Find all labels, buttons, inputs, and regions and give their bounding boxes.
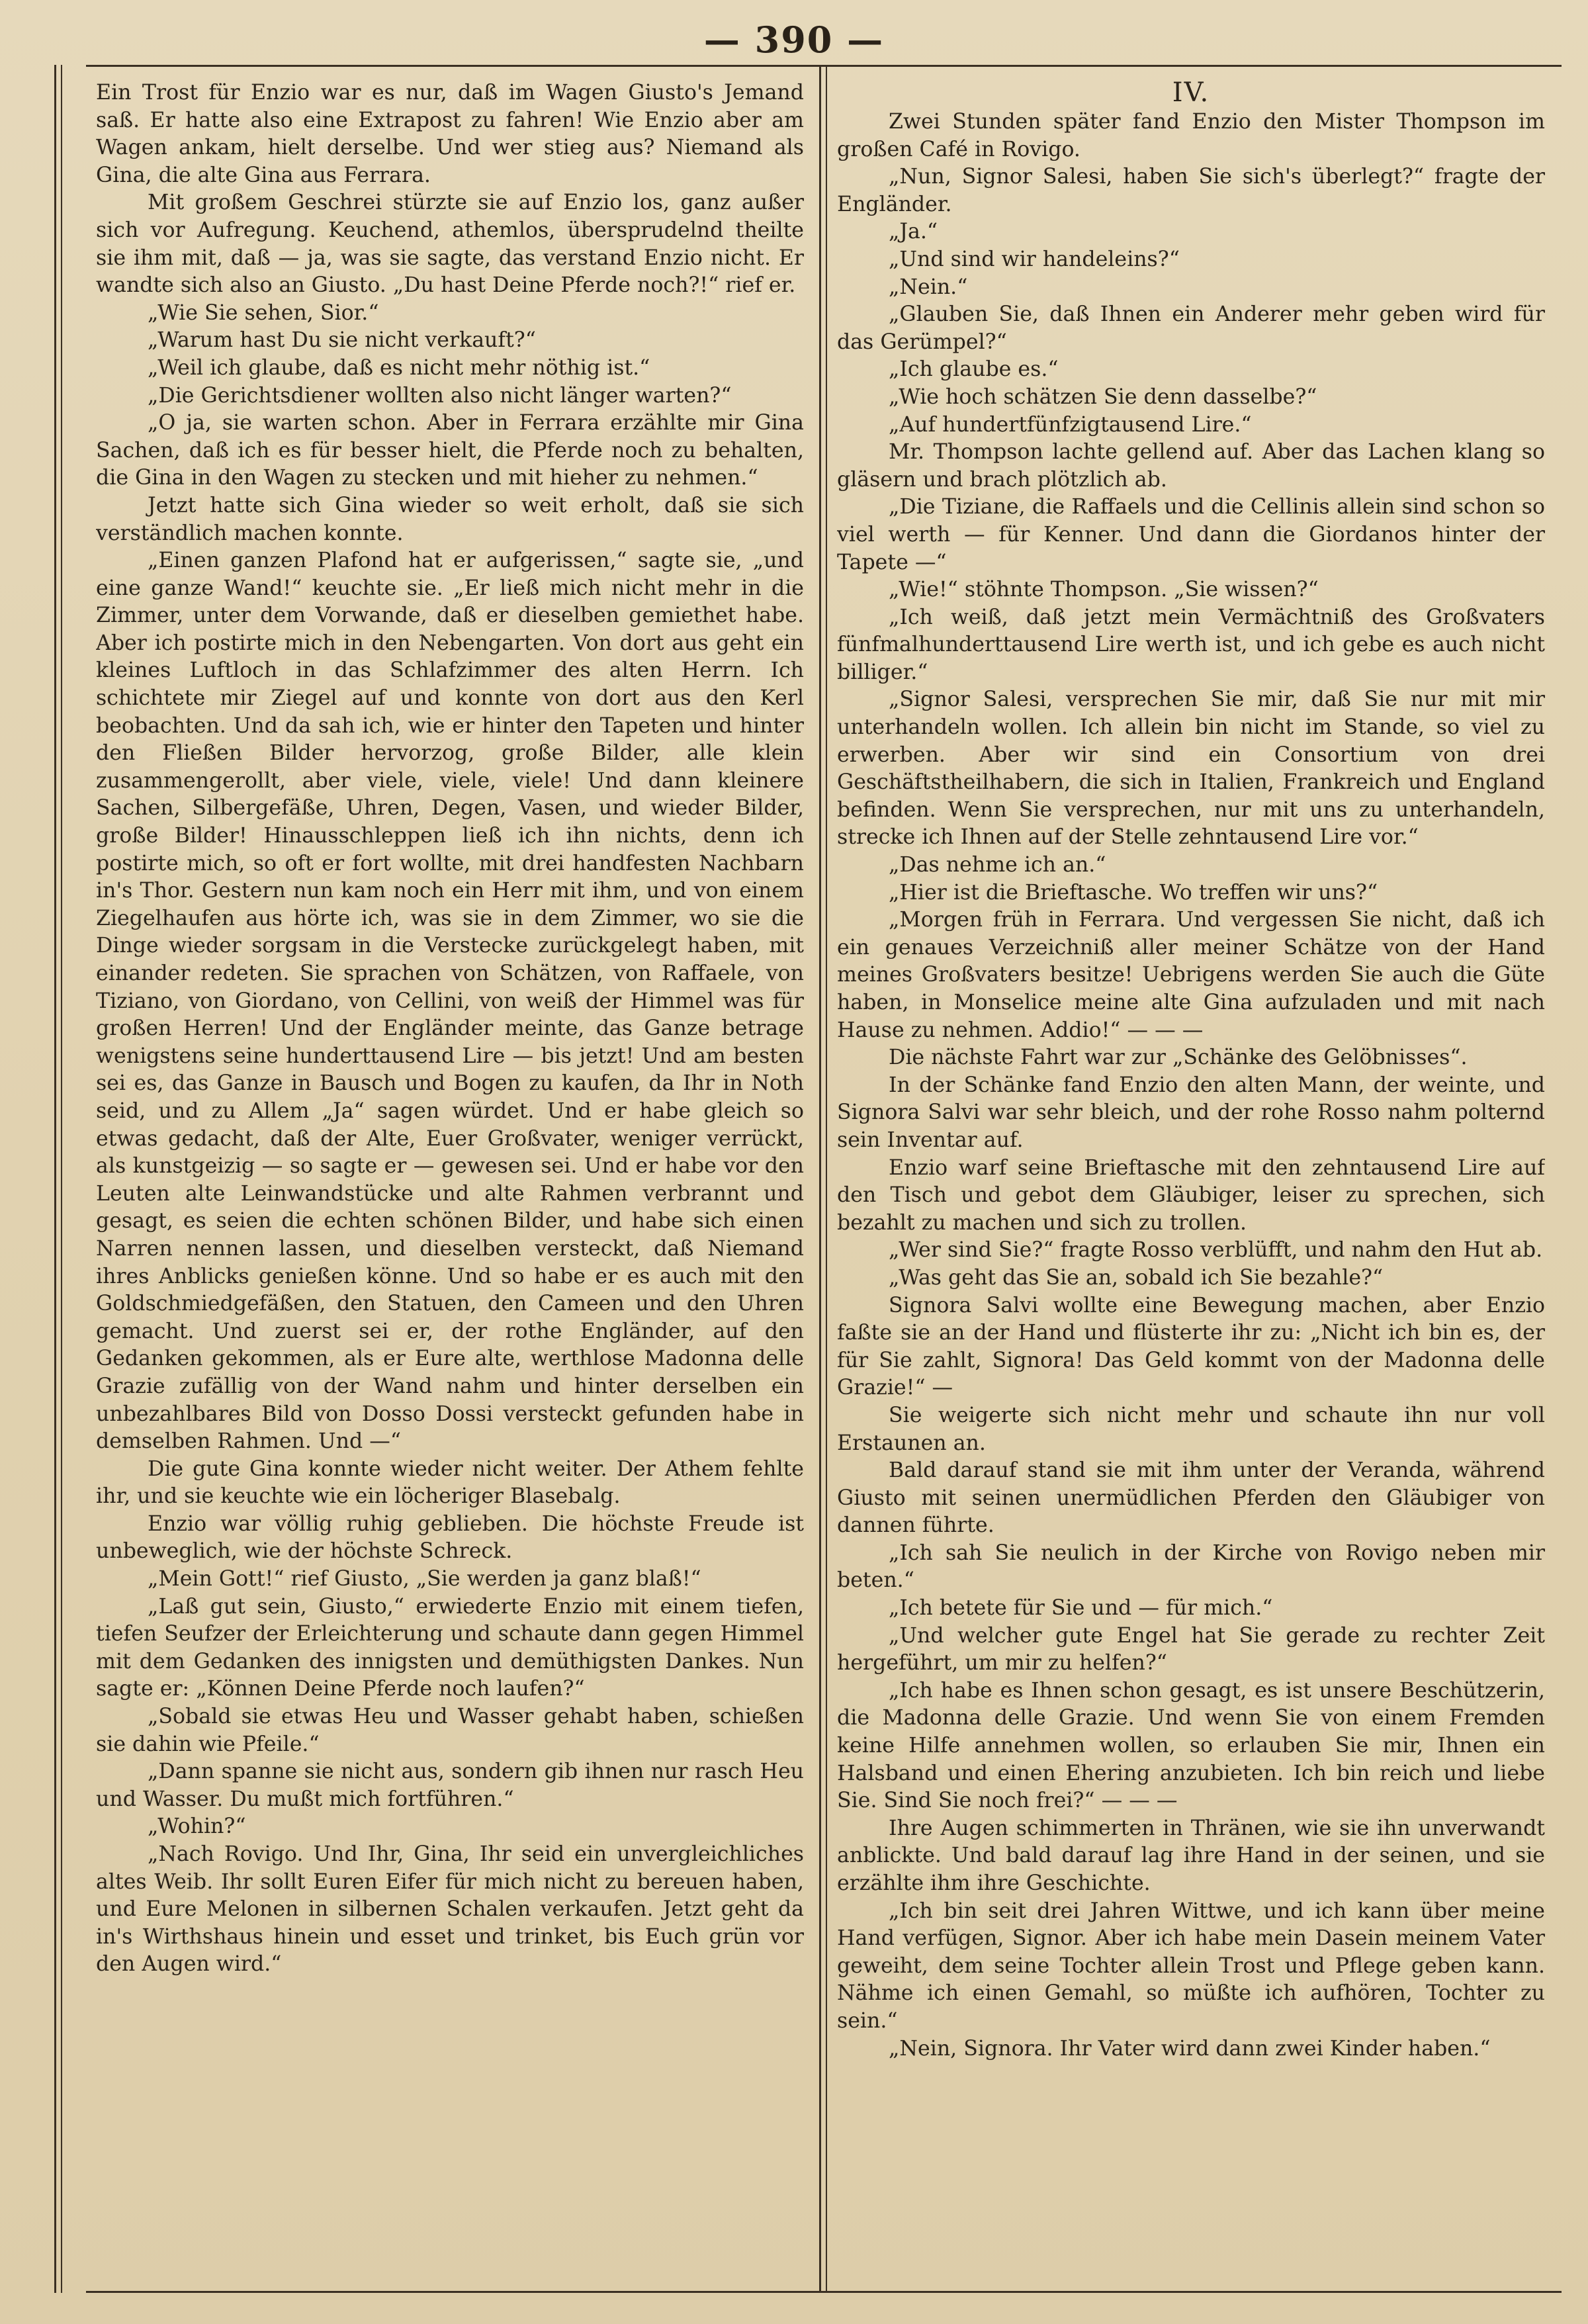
paragraph: Mit großem Geschrei stürzte sie auf Enzio los, ganz außer sich vor Aufregung. Keuchend, athemlos, übersprudelnd theilte sie ihm mit, daß — ja, was sie sagte, das verstand Enzio nicht. Er wandte sich also an Giusto. „Du hast Deine Pferde noch?!“ rief er. [96, 191, 804, 298]
top-rule [86, 65, 1562, 67]
paragraph: „Ich glaube es.“ [889, 357, 1059, 382]
paragraph: Signora Salvi wollte eine Bewegung machen, aber Enzio faßte sie an der Hand und flüsterte ihr zu: „Nicht ich bin es, der für Sie zahlt, Signora! Das Geld kommt von der Madonna delle Grazie!“ — [837, 1293, 1545, 1400]
paragraph: Ein Trost für Enzio war es nur, daß im Wagen Giusto's Jemand saß. Er hatte also eine Extrapost zu fahren! Wie Enzio aber am Wagen ankam, hielt derselbe. Und wer stieg aus? Niemand als Gina, die alte Gina aus Ferrara. [96, 81, 804, 187]
paragraph: „Was geht das Sie an, sobald ich Sie bezahle?“ [889, 1265, 1384, 1290]
paragraph: „Die Tiziane, die Raffaels und die Cellinis allein sind schon so viel werth — für Kenner. Und dann die Giordanos hinter der Tapete —“ [837, 495, 1545, 574]
column-divider [819, 66, 821, 2291]
paragraph: „Das nehme ich an.“ [889, 853, 1106, 877]
paragraph: „Ich habe es Ihnen schon gesagt, es ist unsere Beschützerin, die Madonna delle Grazie. Und wenn Sie von einem Fremden keine Hilfe annehmen wollen, so erlauben Sie mir, Ihnen ein Halsband und einen Ehering anzubieten. Ich bin reich und liebe Sie. Sind Sie noch frei?“ — — — [837, 1678, 1545, 1813]
left-border-rule-inner [61, 65, 62, 2293]
paragraph: „Nein, Signora. Ihr Vater wird dann zwei Kinder haben.“ [889, 2036, 1491, 2061]
paragraph: „Wie!“ stöhnte Thompson. „Sie wissen?“ [889, 578, 1319, 602]
paragraph: „Auf hundertfünfzigtausend Lire.“ [889, 412, 1252, 437]
paragraph: Zwei Stunden später fand Enzio den Mister Thompson im großen Café in Rovigo. [837, 110, 1545, 161]
paragraph: „Wie Sie sehen, Sior.“ [148, 300, 379, 325]
paragraph: „Ich weiß, daß jetzt mein Vermächtniß des Großvaters fünfmalhunderttausend Lire werth ist, und ich gebe es auch nicht billiger.“ [837, 605, 1545, 684]
left-column [96, 79, 804, 2283]
paragraph: Enzio warf seine Brieftasche mit den zehntausend Lire auf den Tisch und gebot dem Gläubiger, leiser zu sprechen, sich bezahlt zu machen und sich zu trollen. [837, 1155, 1545, 1235]
paragraph: „Wohin?“ [148, 1814, 246, 1839]
paragraph: „Nach Rovigo. Und Ihr, Gina, Ihr seid ein unvergleichliches altes Weib. Ihr sollt Euren Eifer für mich nicht zu bereuen haben, und Eure Melonen in silbernen Schalen verkaufen. Jetzt geht da in's Wirthshaus hinein und esset und trinket, bis Euch grün vor den Augen wird.“ [96, 1842, 804, 1977]
paragraph: „Hier ist die Brieftasche. Wo treffen wir uns?“ [889, 880, 1378, 905]
paragraph: Die nächste Fahrt war zur „Schänke des Gelöbnisses“. [889, 1046, 1468, 1070]
paragraph: „Signor Salesi, versprechen Sie mir, daß Sie nur mit mir unterhandeln wollen. Ich allein bin nicht im Stande, so viel zu erwerben. Aber wir sind ein Consortium von drei Geschäftstheilhabern, die sich in Italien, Frankreich und England befinden. Wenn Sie versprechen, nur mit uns zu unterhandeln, strecke ich Ihnen auf der Stelle zehntausend Lire vor.“ [837, 688, 1545, 850]
paragraph: Mr. Thompson lachte gellend auf. Aber das Lachen klang so gläsern und brach plötzlich ab. [837, 440, 1545, 492]
paragraph: „O ja, sie warten schon. Aber in Ferrara erzählte mir Gina Sachen, daß ich es für besser hielt, die Pferde noch zu behalten, die Gina in den Wagen zu stecken und mit hieher zu nehmen.“ [96, 411, 804, 490]
paragraph: Jetzt hatte sich Gina wieder so weit erholt, daß sie sich verständlich machen konnte. [96, 493, 804, 545]
paragraph: „Wer sind Sie?“ fragte Rosso verblüfft, und nahm den Hut ab. [889, 1238, 1543, 1263]
paragraph: „Und welcher gute Engel hat Sie gerade zu rechter Zeit hergeführt, um mir zu helfen?“ [837, 1623, 1545, 1676]
paragraph: Bald darauf stand sie mit ihm unter der Veranda, während Giusto mit seinen unermüdlichen Pferden den Gläubiger von dannen führte. [837, 1458, 1545, 1538]
paragraph: „Ich betete für Sie und — für mich.“ [889, 1596, 1273, 1621]
paragraph: „Warum hast Du sie nicht verkauft?“ [148, 328, 536, 353]
left-border-rule [54, 65, 56, 2293]
paragraph: „Und sind wir handeleins?“ [889, 247, 1180, 271]
chapter-heading: IV. [1172, 79, 1210, 108]
paragraph: „Mein Gott!“ rief Giusto, „Sie werden ja ganz blaß!“ [148, 1567, 701, 1591]
paragraph: „Einen ganzen Plafond hat er aufgerissen,“ sagte sie, „und eine ganze Wand!“ keuchte sie. „Er ließ mich nicht mehr in die Zimmer, unter dem Vorwande, daß er dieselben gemiethet habe. Aber ich postirte mich in den Nebengarten. Von dort aus geht ein kleines Luftloch in das Schlafzimmer des alten Herrn. Ich schichtete mir Ziegel auf und konnte von dort aus den Kerl beobachten. Und da sah ich, wie er hinter den Tapeten und hinter den Fließen Bilder hervorzog, große Bilder, alle klein zusammengerollt, aber viele, viele, viele! Und dann kleinere Sachen, Silbergefäße, Uhren, Degen, Vasen, und wieder Bilder, große Bilder! Hinausschleppen ließ ich ihn nichts, denn ich postirte mich, so oft er fort wollte, mit drei handfesten Nachbarn in's Thor. Gestern nun kam noch ein Herr mit ihm, und von einem Ziegelhaufen aus hörte ich, was sie in dem Zimmer, wo sie die Dinge wieder sorgsam in die Verstecke zurückgelegt haben, mit einander redeten. Sie sprachen von Schätzen, von Raffaele, von Tiziano, von Giordano, von Cellini, von weiß der Himmel was für großen Herren! Und der Engländer meinte, das Ganze betrage wenigstens seine hunderttausend Lire — bis jetzt! Und am besten sei es, das Ganze in Bausch und Bogen zu kaufen, da Ihr in Noth seid, und zu Allem „Ja“ sagen würdet. Und er habe gleich so etwas gedacht, daß der Alte, Euer Großvater, weniger verrückt, als kunstgeizig — so sagte er — gewesen sei. Und er habe vor den Leuten alte Leinwandstücke und alte Rahmen verbrannt und gesagt, es seien die echten schönen Bilder, und habe sich einen Narren nennen lassen, und dieselben versteckt, daß Niemand ihres Anblicks genießen könne. Und so habe er es auch mit den Goldschmiedgefäßen, den Statuen, den Cameen und den Uhren gemacht. Und zuerst sei er, der rothe Engländer, auf den Gedanken gekommen, als er Eure alte, werthlose Madonna delle Grazie zufällig von der Wand nahm und hinter derselben ein unbezahlbares Bild von Dosso Dossi versteckt gefunden habe in demselben Rahmen. Und —“ [96, 549, 804, 1454]
right-column [837, 79, 1545, 2283]
paragraph: Enzio war völlig ruhig geblieben. Die höchste Freude ist unbeweglich, wie der höchste Schreck. [96, 1511, 804, 1564]
paragraph: „Sobald sie etwas Heu und Wasser gehabt haben, schießen sie dahin wie Pfeile.“ [96, 1705, 804, 1756]
paragraph: „Morgen früh in Ferrara. Und vergessen Sie nicht, daß ich ein genaues Verzeichniß aller meiner Schätze von der Hand meines Großvaters besitze! Uebrigens werden Sie auch die Güte haben, in Monselice meine alte Gina aufzuladen und mit nach Hause zu nehmen. Addio!“ — — — [837, 908, 1545, 1042]
paragraph: Die gute Gina konnte wieder nicht weiter. Der Athem fehlte ihr, und sie keuchte wie ein löcheriger Blasebalg. [96, 1456, 804, 1509]
paragraph: „Weil ich glaube, daß es nicht mehr nöthig ist.“ [148, 355, 650, 380]
paragraph: Sie weigerte sich nicht mehr und schaute ihn nur voll Erstaunen an. [837, 1403, 1545, 1455]
paragraph: Ihre Augen schimmerten in Thränen, wie sie ihn unverwandt anblickte. Und bald darauf lag ihre Hand in der seinen, und sie erzählte ihm ihre Geschichte. [837, 1816, 1545, 1895]
paragraph: In der Schänke fand Enzio den alten Mann, der weinte, und Signora Salvi war sehr bleich, und der rohe Rosso nahm polternd sein Inventar auf. [837, 1073, 1545, 1152]
column-divider-inner [826, 66, 827, 2291]
paragraph: „Glauben Sie, daß Ihnen ein Anderer mehr geben wird für das Gerümpel?“ [837, 302, 1545, 354]
paragraph: „Nun, Signor Salesi, haben Sie sich's überlegt?“ fragte der Engländer. [837, 165, 1545, 216]
paragraph: „Ja.“ [889, 220, 938, 244]
paragraph: „Ich sah Sie neulich in der Kirche von Rovigo neben mir beten.“ [837, 1541, 1545, 1593]
paragraph: „Dann spanne sie nicht aus, sondern gib ihnen nur rasch Heu und Wasser. Du mußt mich fortführen.“ [96, 1760, 804, 1811]
paragraph: „Wie hoch schätzen Sie denn dasselbe?“ [889, 384, 1317, 409]
paragraph: „Ich bin seit drei Jahren Wittwe, und ich kann über meine Hand verfügen, Signor. Aber ich habe mein Dasein meinem Vater geweiht, dem seine Tochter allein Trost und Pflege geben kann. Nähme ich einen Gemahl, so müßte ich aufhören, Tochter zu sein.“ [837, 1899, 1545, 2033]
bottom-rule [86, 2291, 1562, 2293]
paragraph: „Laß gut sein, Giusto,“ erwiederte Enzio mit einem tiefen, tiefen Seufzer der Erleichterung und schaute dann gegen Himmel mit dem Gedanken des innigsten und demüthigsten Dankes. Nun sagte er: „Können Deine Pferde noch laufen?“ [96, 1594, 804, 1701]
page-number: — 390 — [703, 19, 885, 61]
paragraph: „Nein.“ [889, 275, 968, 299]
paragraph: „Die Gerichtsdiener wollten also nicht länger warten?“ [148, 383, 732, 408]
